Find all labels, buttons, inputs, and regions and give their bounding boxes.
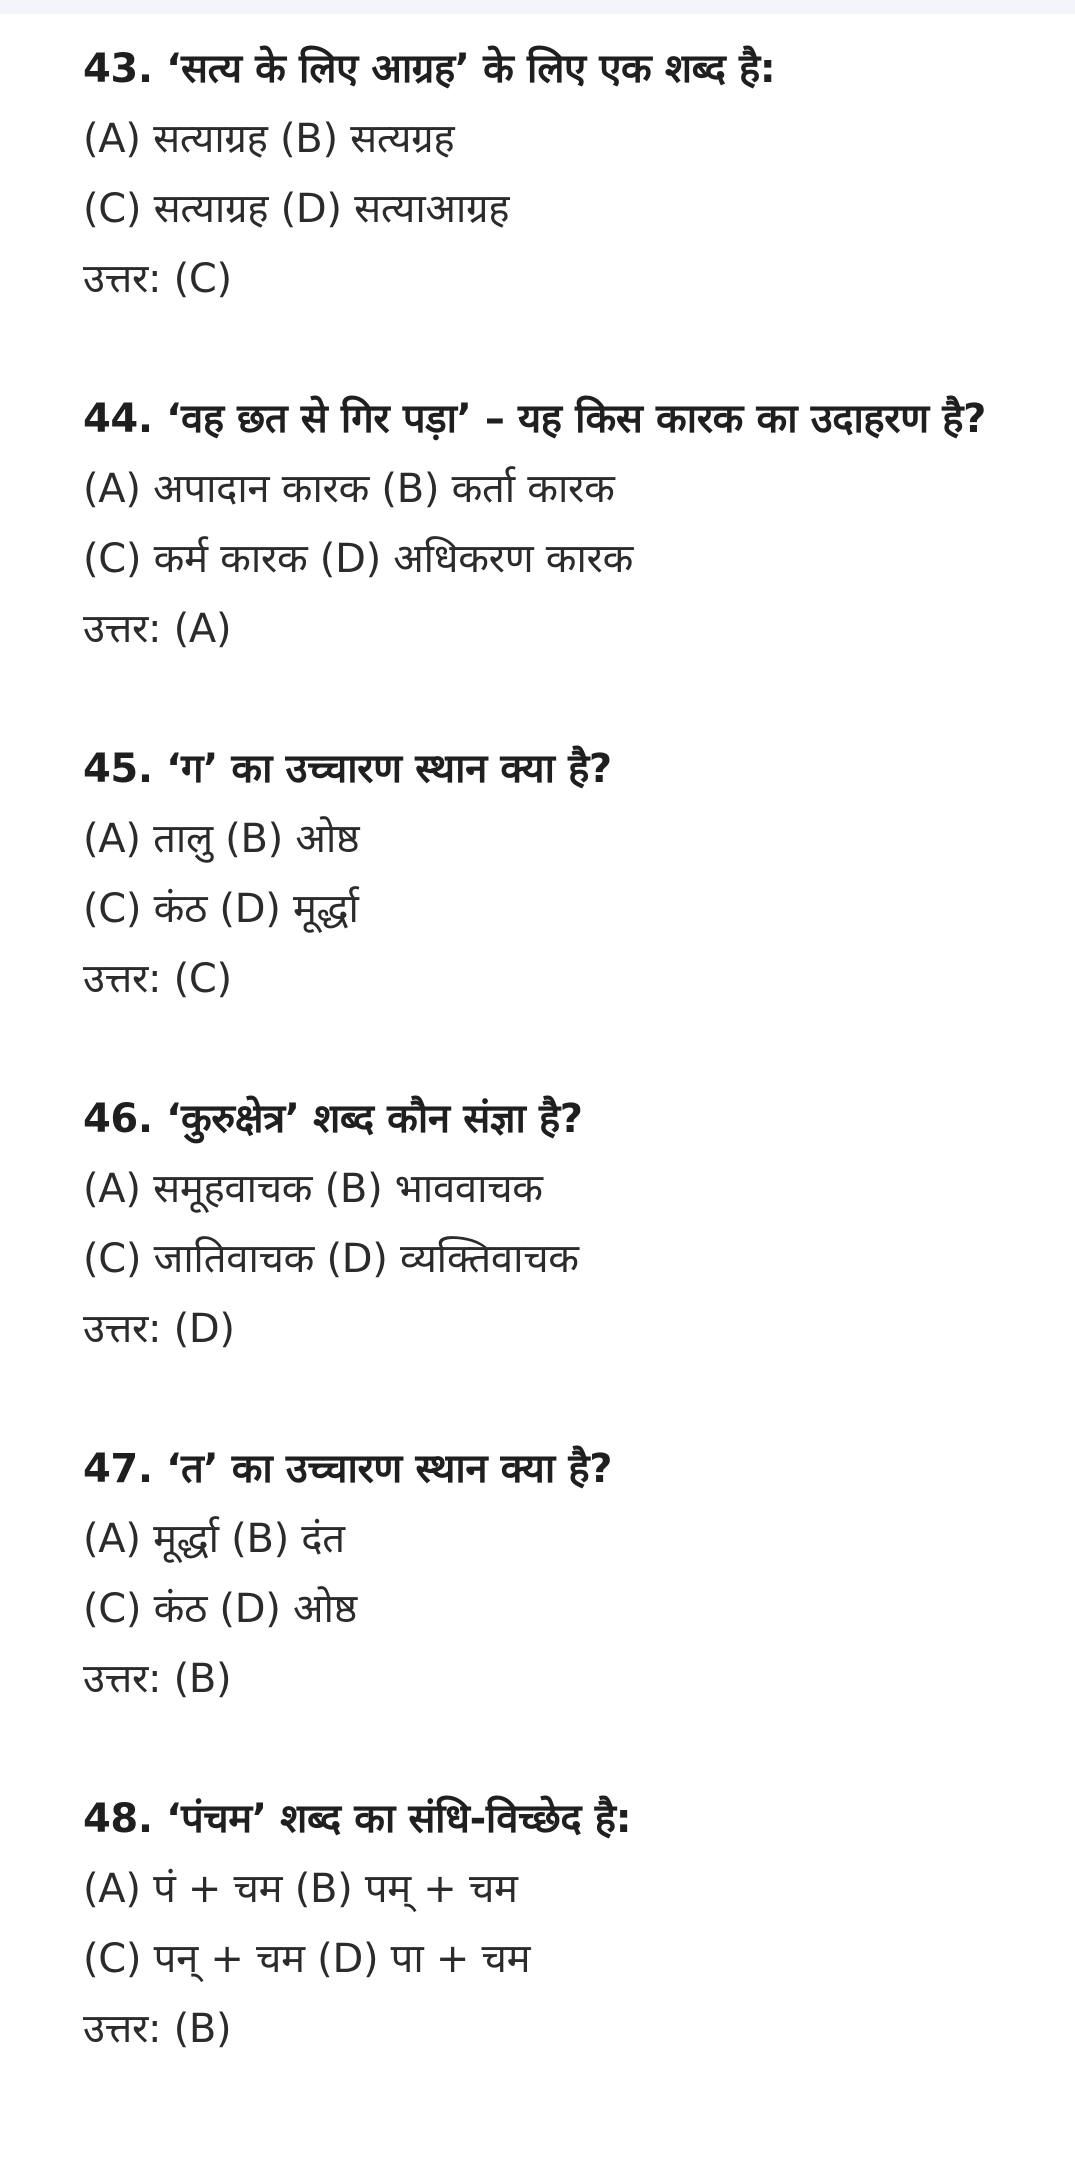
question-title: 43. ‘सत्य के लिए आग्रह’ के लिए एक शब्द है: [83, 46, 776, 92]
question-title: 44. ‘वह छत से गिर पड़ा’ – यह किस कारक का उदाहरण है? [83, 396, 986, 442]
options-line-1: (A) सत्याग्रह (B) सत्यग्रह [83, 116, 455, 162]
question-title: 45. ‘ग’ का उच्चारण स्थान क्या है? [83, 746, 612, 792]
options-line-2: (C) जातिवाचक (D) व्यक्तिवाचक [83, 1236, 579, 1282]
answer: उत्तर: (D) [83, 1306, 235, 1352]
question-47 [83, 1434, 1043, 1714]
question-45 [83, 734, 1043, 1014]
question-title: 46. ‘कुरुक्षेत्र’ शब्द कौन संज्ञा है? [83, 1096, 583, 1142]
question-title: 48. ‘पंचम’ शब्द का संधि-विच्छेद है: [83, 1796, 632, 1842]
options-line-1: (A) तालु (B) ओष्ठ [83, 816, 360, 862]
top-strip [0, 0, 1075, 14]
options-line-1: (A) अपादान कारक (B) कर्ता कारक [83, 466, 615, 512]
answer: उत्तर: (B) [83, 2006, 232, 2052]
question-46 [83, 1084, 1043, 1364]
options-line-1: (A) पं + चम (B) पम् + चम [83, 1866, 518, 1912]
options-line-2: (C) कंठ (D) मूर्द्धा [83, 886, 359, 932]
options-line-2: (C) कर्म कारक (D) अधिकरण कारक [83, 536, 634, 582]
question-list [83, 34, 1043, 2134]
options-line-2: (C) पन् + चम (D) पा + चम [83, 1936, 531, 1982]
answer: उत्तर: (C) [83, 956, 232, 1002]
question-48 [83, 1784, 1043, 2064]
answer: उत्तर: (C) [83, 256, 232, 302]
options-line-2: (C) सत्याग्रह (D) सत्याआग्रह [83, 186, 510, 232]
answer: उत्तर: (A) [83, 606, 232, 652]
question-43 [83, 34, 1043, 314]
options-line-1: (A) मूर्द्धा (B) दंत [83, 1516, 345, 1562]
question-title: 47. ‘त’ का उच्चारण स्थान क्या है? [83, 1446, 613, 1492]
question-44 [83, 384, 1043, 664]
answer: उत्तर: (B) [83, 1656, 232, 1702]
options-line-2: (C) कंठ (D) ओष्ठ [83, 1586, 357, 1632]
options-line-1: (A) समूहवाचक (B) भाववाचक [83, 1166, 543, 1212]
